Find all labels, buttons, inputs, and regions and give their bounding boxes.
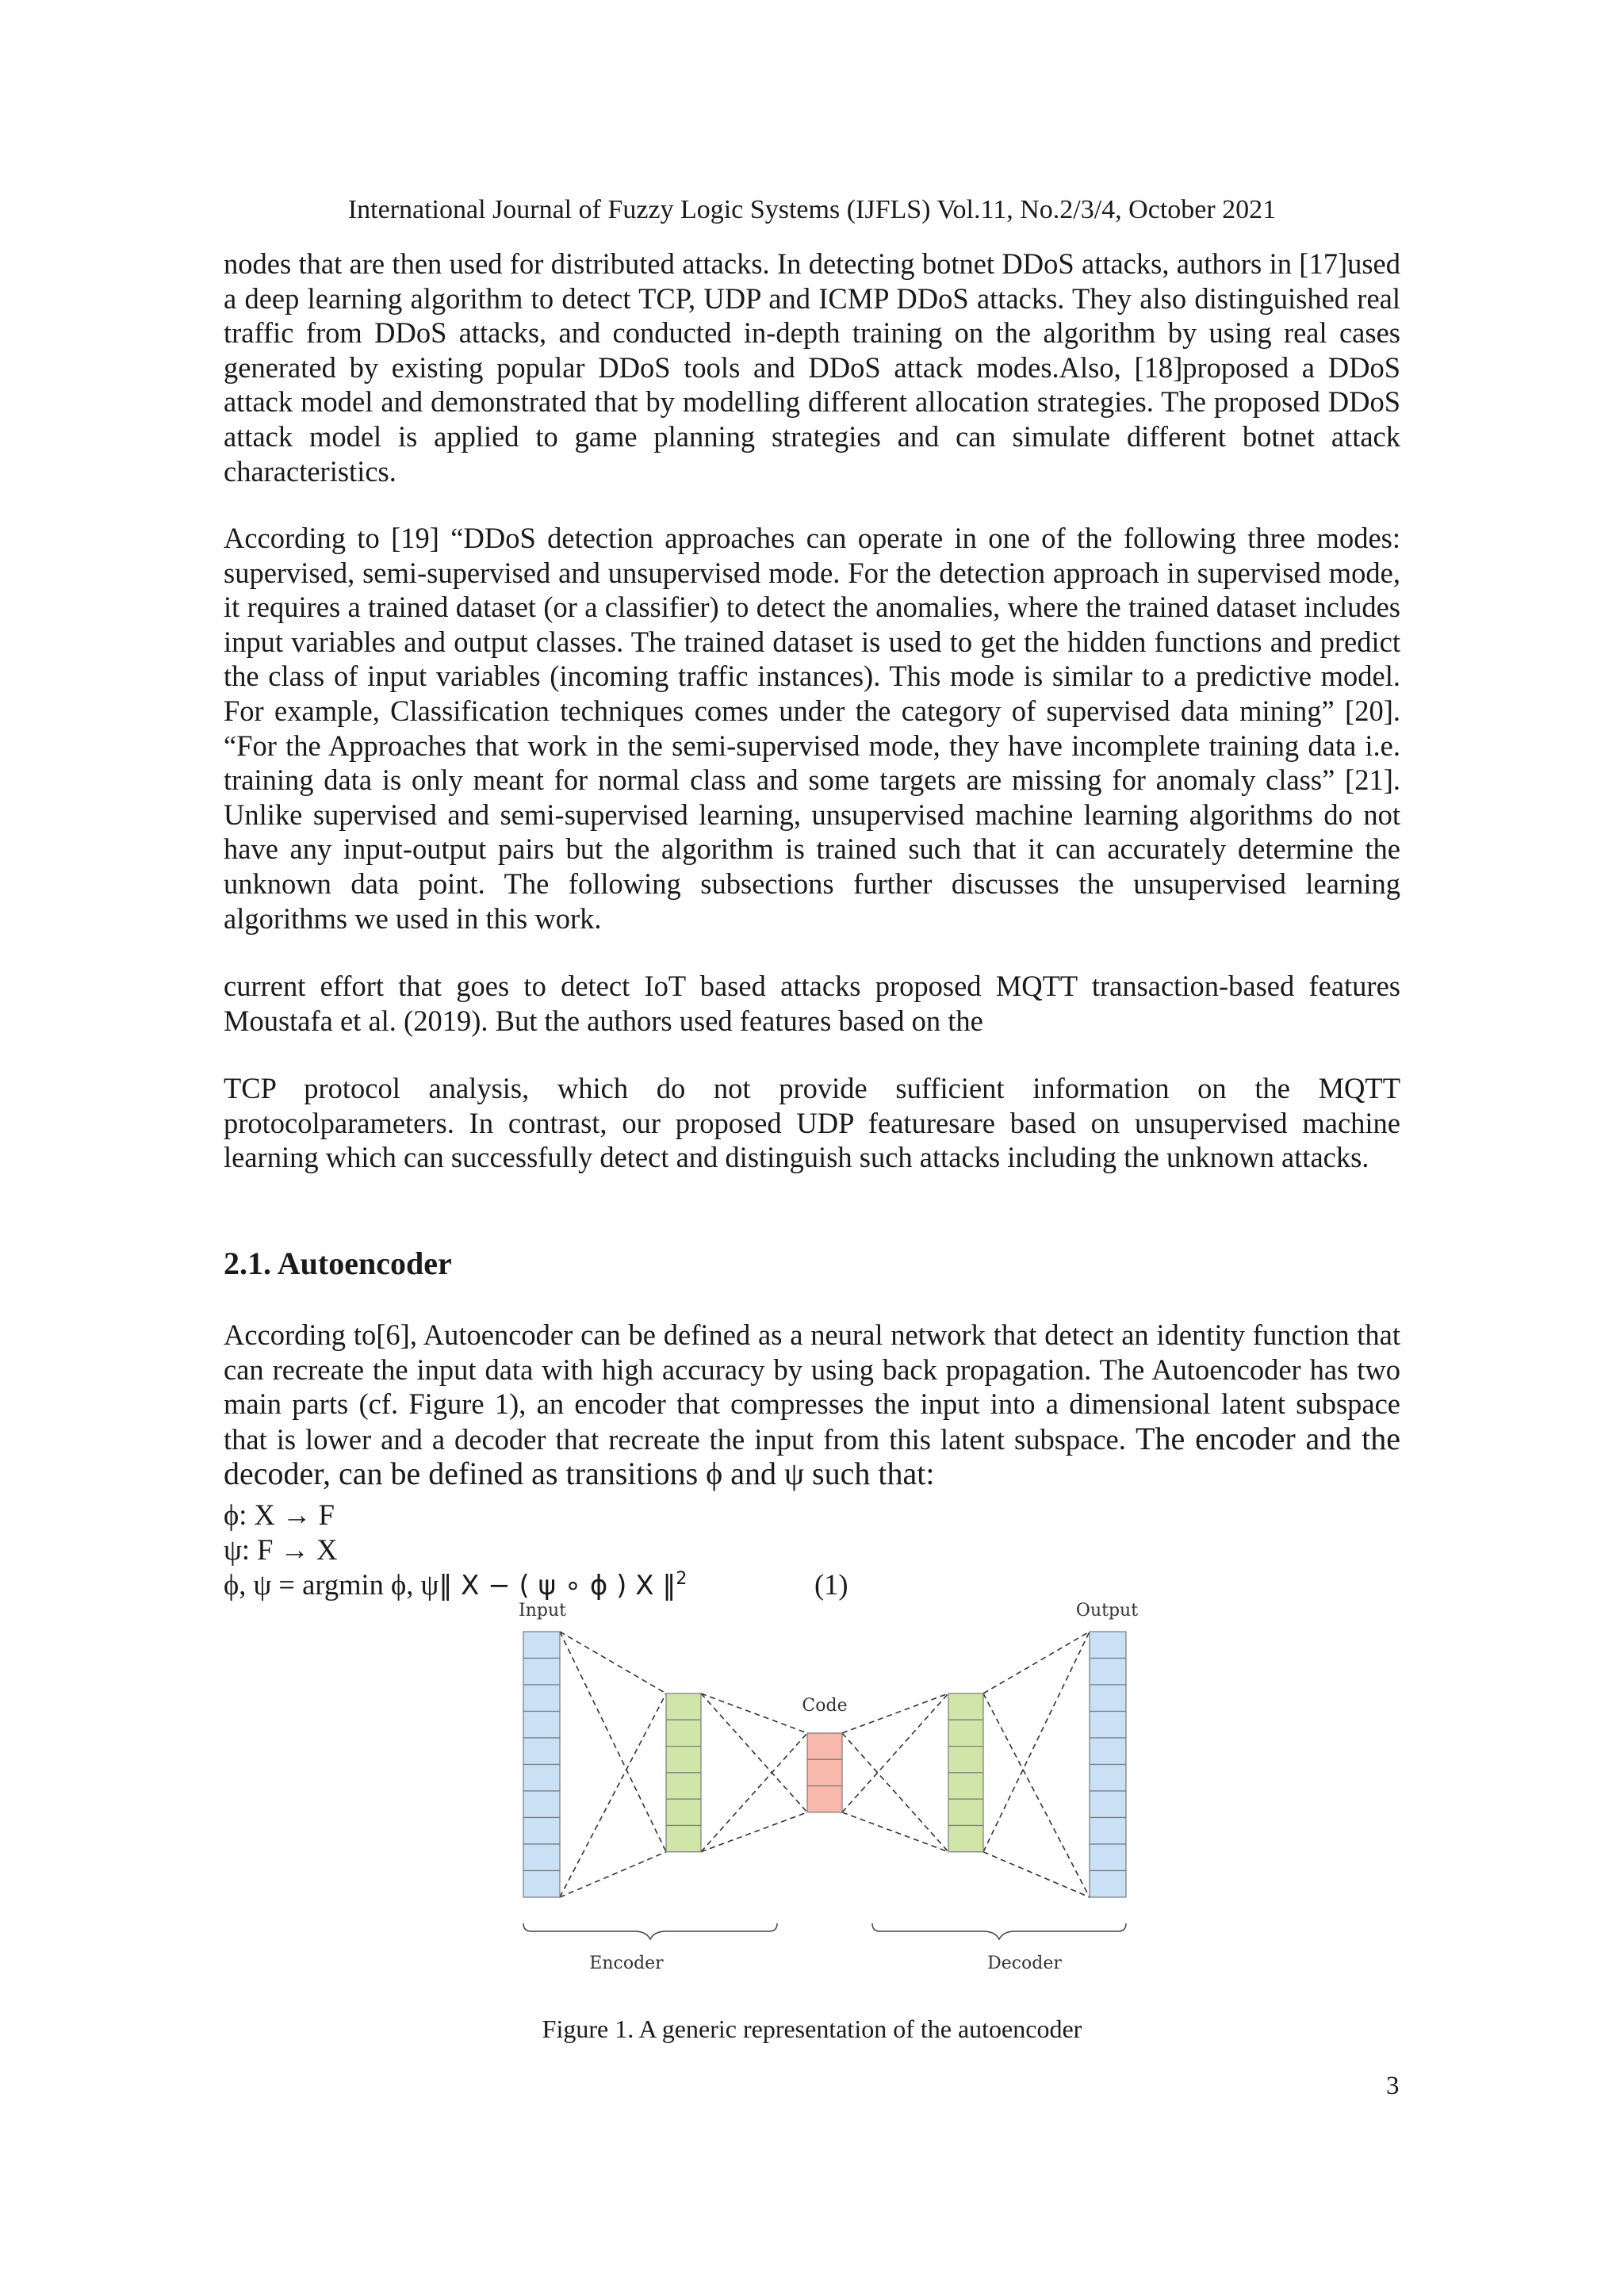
connection-line-code-hidden2	[842, 1693, 948, 1812]
equation-argmin-prefix: ϕ, ψ = argmin ϕ, ψ	[224, 1568, 439, 1601]
layer-unit	[1090, 1871, 1126, 1898]
input-label: Input	[519, 1601, 566, 1621]
journal-header: International Journal of Fuzzy Logic Systems (IJFLS) Vol.11, No.2/3/4, October 2021	[347, 195, 1277, 224]
autoencoder-figure	[492, 1600, 1158, 1988]
connection-line-hidden2-output	[983, 1693, 1090, 1897]
layer-unit	[1090, 1632, 1126, 1659]
layer-unit	[948, 1693, 983, 1720]
layer-unit	[666, 1773, 701, 1799]
paragraph-autoencoder-definition	[224, 1318, 1400, 1492]
equation-argmin-body: ‖ X − ( ψ ∘ ϕ ) X ‖	[439, 1570, 676, 1601]
layer-unit	[1090, 1738, 1126, 1765]
page-number: 3	[1386, 2072, 1400, 2100]
connection-line-hidden1-code	[701, 1693, 807, 1733]
layer-input	[523, 1632, 560, 1897]
layer-unit	[807, 1786, 842, 1812]
connection-line-hidden2-output	[983, 1632, 1090, 1852]
layer-unit	[948, 1799, 983, 1825]
layer-unit	[1090, 1659, 1126, 1686]
decoder-brace	[872, 1923, 1126, 1939]
layer-unit	[523, 1871, 560, 1898]
layer-unit	[1090, 1844, 1126, 1871]
layer-unit	[523, 1738, 560, 1765]
layer-unit	[523, 1818, 560, 1845]
connection-line-input-hidden1	[560, 1632, 666, 1693]
layer-unit	[1090, 1791, 1126, 1818]
connection-line-hidden2-output	[983, 1852, 1090, 1897]
equation-argmin-exponent: 2	[676, 1568, 688, 1589]
equation-argmin	[224, 1567, 848, 1601]
layer-hidden2	[948, 1693, 983, 1852]
layer-unit	[666, 1693, 701, 1720]
layer-unit	[948, 1826, 983, 1852]
paragraph-autoencoder-transitions: The encoder and the decoder, can be defined as transitions ϕ and ψ such that:	[224, 1420, 1400, 1492]
connection-line-input-hidden1	[560, 1632, 666, 1852]
layer-unit	[666, 1826, 701, 1852]
connection-line-code-hidden2	[842, 1733, 948, 1852]
connection-line-code-hidden2	[842, 1812, 948, 1852]
equation-decoder-map: ψ: F → X	[224, 1533, 338, 1566]
layer-unit	[523, 1791, 560, 1818]
paragraph-botnet-attacks: nodes that are then used for distributed attacks. In detecting botnet DDoS attacks, authors in [17]used a deep learning algorithm to detect TCP, UDP and ICMP DDoS attacks. They also distinguished real traffic from DDoS attacks, and conducted in-depth training on the algorithm by using real cases generated by existing popular DDoS tools and DDoS attack modes.Also, [18]proposed a DDoS attack model and demonstrated that by modelling different allocation strategies. The proposed DDoS attack model is applied to game planning strategies and can simulate different botnet attack characteristics.	[224, 247, 1400, 488]
layer-unit	[523, 1712, 560, 1739]
layer-unit	[948, 1747, 983, 1773]
layer-unit	[666, 1720, 701, 1746]
layer-unit	[523, 1844, 560, 1871]
layer-output	[1090, 1632, 1126, 1897]
code-label: Code	[802, 1696, 848, 1716]
layer-hidden1	[666, 1693, 701, 1852]
section-heading-autoencoder: 2.1. Autoencoder	[224, 1246, 452, 1281]
layer-unit	[807, 1733, 842, 1759]
layer-unit	[807, 1759, 842, 1785]
layer-unit	[948, 1773, 983, 1799]
encoder-label: Encoder	[589, 1954, 664, 1973]
connection-line-input-hidden1	[560, 1852, 666, 1897]
layer-unit	[1090, 1712, 1126, 1739]
layer-unit	[523, 1765, 560, 1792]
layer-unit	[1090, 1685, 1126, 1712]
layer-unit	[523, 1659, 560, 1686]
layer-unit	[948, 1720, 983, 1746]
connection-line-code-hidden2	[842, 1693, 948, 1733]
layer-unit	[1090, 1818, 1126, 1845]
network-layers	[523, 1632, 1126, 1897]
output-label: Output	[1075, 1601, 1139, 1621]
connection-line-input-hidden1	[560, 1693, 666, 1897]
decoder-label: Decoder	[987, 1954, 1062, 1973]
layer-unit	[666, 1747, 701, 1773]
paragraph-detection-modes: According to [19] “DDoS detection approaches can operate in one of the following three modes: supervised, semi-supervised and unsupervised mode. For the detection approach in supervised mode, it requires a trained dataset (or a classifier) to detect the anomalies, where the trained dataset includes input variables and output classes. The trained dataset is used to get the hidden functions and predict the class of input variables (incoming traffic instances). This mode is similar to a predictive model. For example, Classification techniques comes under the category of supervised data mining” [20]. “For the Approaches that work in the semi-supervised mode, they have incomplete training data i.e. training data is only meant for normal class and some targets are missing for anomaly class” [21]. Unlike supervised and semi-supervised learning, unsupervised machine learning algorithms do not have any input-output pairs but the algorithm is trained such that it can accurately determine the unknown data point. The following subsections further discusses the unsupervised learning algorithms we used in this work.	[224, 522, 1400, 935]
connection-line-hidden1-code	[701, 1812, 807, 1852]
layer-unit	[523, 1632, 560, 1659]
encoder-brace	[523, 1923, 777, 1939]
equation-encoder-map: ϕ: X → F	[224, 1498, 335, 1531]
connection-line-hidden1-code	[701, 1693, 807, 1812]
layer-unit	[1090, 1765, 1126, 1792]
paragraph-mqtt-features: current effort that goes to detect IoT based attacks proposed MQTT transaction-based features Moustafa et al. (2019). But the authors used features based on the	[224, 970, 1400, 1037]
connection-line-hidden1-code	[701, 1733, 807, 1852]
equation-number: (1)	[814, 1568, 848, 1601]
layer-unit	[666, 1799, 701, 1825]
paragraph-tcp-analysis: TCP protocol analysis, which do not provide sufficient information on the MQTT protocolparameters. In contrast, our proposed UDP featuresare based on unsupervised machine learning which can successfully detect and distinguish such attacks including the unknown attacks.	[224, 1072, 1400, 1174]
figure-caption: Figure 1. A generic representation of the autoencoder	[542, 2015, 1082, 2043]
layer-code	[807, 1733, 842, 1812]
connection-line-hidden2-output	[983, 1632, 1090, 1693]
paragraph-autoencoder-main: According to[6], Autoencoder can be defined as a neural network that detect an identity function that can recreate the input data with high accuracy by using back propagation. The Autoencoder has two main parts (cf. Figure 1), an encoder that compresses the input into a dimensional latent subspace that is lower and a decoder that recreate the input from this latent subspace.	[224, 1318, 1400, 1456]
layer-unit	[523, 1685, 560, 1712]
